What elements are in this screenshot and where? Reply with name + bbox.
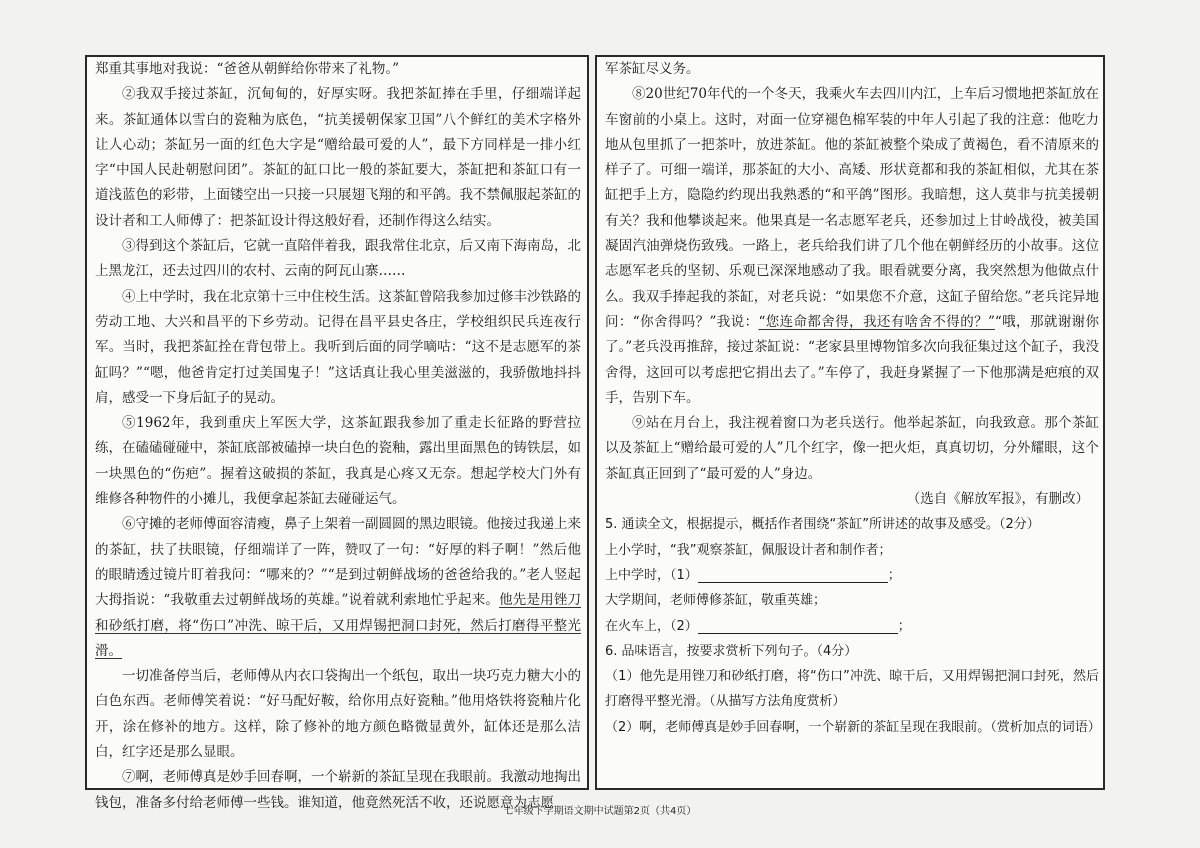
left-column — [95, 57, 582, 811]
q5-hint-2-label: 上中学时，（1） — [605, 567, 698, 583]
page-footer: 七年级下学期语文期中试题第2页（共4页） — [503, 806, 697, 817]
right-column — [605, 57, 1099, 788]
q5-hint-4-end: ； — [897, 618, 911, 634]
q6-prompt: 6. 品味语言，按要求赏析下列句子。（4分） — [605, 643, 858, 659]
para-9: ⑨站在月台上，我注视着窗口为老兵送行。他举起茶缸，向我致意。那个茶缸以及茶缸上“赠给最可爱的人”几个红字，像一把火炬，真真切切，分外耀眼，这个茶缸真正回到了“最可爱的人”身边。 — [605, 415, 1099, 482]
para-6b: 一切准备停当后，老师傅从内衣口袋掏出一个纸包，取出一块巧克力糖大小的白色东西。老师傅笑着说：“好马配好鞍，给你用点好瓷釉。”他用烙铁将瓷釉片化开，涂在修补的地方。这样，除了修补的地方颜色略微显黄外，缸体还是那么洁白，红字还是那么显眼。 — [95, 668, 581, 761]
para-7-end: 军茶缸尽义务。 — [605, 61, 700, 77]
source-note: （选自《解放军报》，有删改） — [906, 491, 1089, 508]
para-8-text: ⑧20世纪70年代的一个冬天，我乘火车去四川内江，上车后习惯地把茶缸放在车窗前的小桌上。这时，对面一位穿褪色棉军装的中年人引起了我的注意：他吃力地从包里抓了一把茶叶，放进茶缸。他的茶缸被整个染成了黄褐色，看不清原来的样子了。可细一端详，那茶缸的大小、高矮、形状竟都和我的茶缸相似，尤其在茶缸把手上方，隐隐约约现出我熟悉的“和平鸽”图形。我暗想，这人莫非与抗美援朝有关？我和他攀谈起来。他果真是一名志愿军老兵，还参加过上甘岭战役，被美国凝固汽油弹烧伤致残。一路上，老兵给我们讲了几个他在朝鲜经历的小故事。这位志愿军老兵的坚韧、乐观已深深地感动了我。眼看就要分离，我突然想为他做点什么。我双手捧起我的茶缸，对老兵说：“如果您不介意，这缸子留给您。”老兵诧异地问：“你舍得吗？”我说： — [605, 86, 1099, 330]
underlined-quote: “您连命都舍得，我还有啥舍不得的？” — [758, 313, 995, 330]
para-6 — [95, 512, 581, 664]
underlined-sentence: 他先是用锉刀和砂纸打磨，将“伤口”冲洗、晾干后，又用焊锡把洞口封死，然后打磨得平整光滑。 — [95, 592, 582, 659]
q5-prompt: 5. 通读全文，根据提示，概括作者围绕“茶缸”所讲述的故事及感受。（2分） — [605, 517, 1040, 533]
q6-item-2: （2）啊，老师傅真是妙手回春啊，一个崭新的茶缸呈现在我眼前。（赏析加点的词语） — [605, 719, 1101, 735]
para-4: ④上中学时，我在北京第十三中住校生活。这茶缸曾陪我参加过修丰沙铁路的劳动工地、大兴和昌平的下乡劳动。记得在昌平县史各庄，学校组织民兵连夜行军。当时，我把茶缸拴在背包带上。我听到后面的同学嘀咕：“这不是志愿军的茶缸吗？”“嗯，他爸肯定打过美国鬼子！”这话真让我心里美滋滋的，我骄傲地抖抖肩，感受一下身后缸子的晃动。 — [95, 288, 581, 406]
para-6-text: ⑥守摊的老师傅面容清瘦，鼻子上架着一副圆圆的黑边眼镜。他接过我递上来的茶缸，扶了扶眼镜，仔细端详了一阵，赞叹了一句：“好厚的料子啊！”然后他的眼睛透过镜片盯着我问：“哪来的？”“是到过朝鲜战场的爸爸给我的。”老人竖起大拇指说：“我敬重去过朝鲜战场的英雄。”说着就利索地忙乎起来。 — [95, 516, 581, 609]
q5-hint-4 — [605, 614, 1099, 639]
q6-item-1: （1）他先是用锉刀和砂纸打磨，将“伤口”冲洗、晾干后，又用焊锡把洞口封死，然后打磨得平整光滑。（从描写方法角度赏析） — [605, 669, 1099, 710]
answer-blank-1[interactable] — [698, 566, 888, 583]
para-5: ⑤1962年，我到重庆上军医大学，这茶缸跟我参加了重走长征路的野营拉练，在磕磕碰碰中，茶缸底部被磕掉一块白色的瓷釉，露出里面黑色的铸铁层，如一块黑色的“伤疤”。握着这破损的茶缸，我真是心疼又无奈。想起学校大门外有维修各种物件的小摊儿，我便拿起茶缸去碰碰运气。 — [95, 415, 581, 508]
para-8 — [605, 82, 1099, 411]
q5-hint-2 — [605, 563, 1099, 588]
para-8-tail: “哦，那就谢谢你了。”老兵没再推辞，接过茶缸说：“老家县里博物馆多次向我征集过这个缸子，我没舍得，这回可以考虑把它捐出去了。”车停了，我赶身紧握了一下他那满是疤痕的双手，告别下车。 — [605, 313, 1099, 406]
answer-blank-2[interactable] — [698, 617, 898, 634]
q5-hint-2-end: ； — [887, 567, 901, 583]
q5-hint-1: 上小学时，“我”观察茶缸，佩服设计者和制作者； — [605, 542, 892, 558]
para-7: ⑦啊，老师傅真是妙手回春啊，一个崭新的茶缸呈现在我眼前。我激动地掏出钱包，准备多付给老师傅一些钱。谁知道，他竟然死活不收，还说愿意为志愿 — [95, 769, 581, 811]
q5-hint-3: 大学期间，老师傅修茶缸，敬重英雄； — [605, 593, 827, 609]
para-1-end: 郑重其事地对我说：“爸爸从朝鲜给你带来了礼物。” — [95, 61, 400, 77]
para-2: ②我双手接过茶缸，沉甸甸的，好厚实呀。我把茶缸捧在手里，仔细端详起来。茶缸通体以雪白的瓷釉为底色，“抗美援朝保家卫国”八个鲜红的美术字格外让人心动；茶缸另一面的红色大字是“赠给最可爱的人”，最下方同样是一排小红字“中国人民赴朝慰问团”。茶缸的缸口比一般的茶缸要大，茶缸把和茶缸口有一道浅蓝色的彩带，上面镂空出一只接一只展翅飞翔的和平鸽。我不禁佩服起茶缸的设计者和工人师傅了：把茶缸设计得这般好看，还制作得这么结实。 — [95, 86, 581, 229]
q5-hint-4-label: 在火车上，（2） — [605, 618, 698, 634]
para-3: ③得到这个茶缸后，它就一直陪伴着我，跟我常住北京，后又南下海南岛，北上黑龙江，还去过四川的农村、云南的阿瓦山寨…… — [95, 238, 581, 280]
